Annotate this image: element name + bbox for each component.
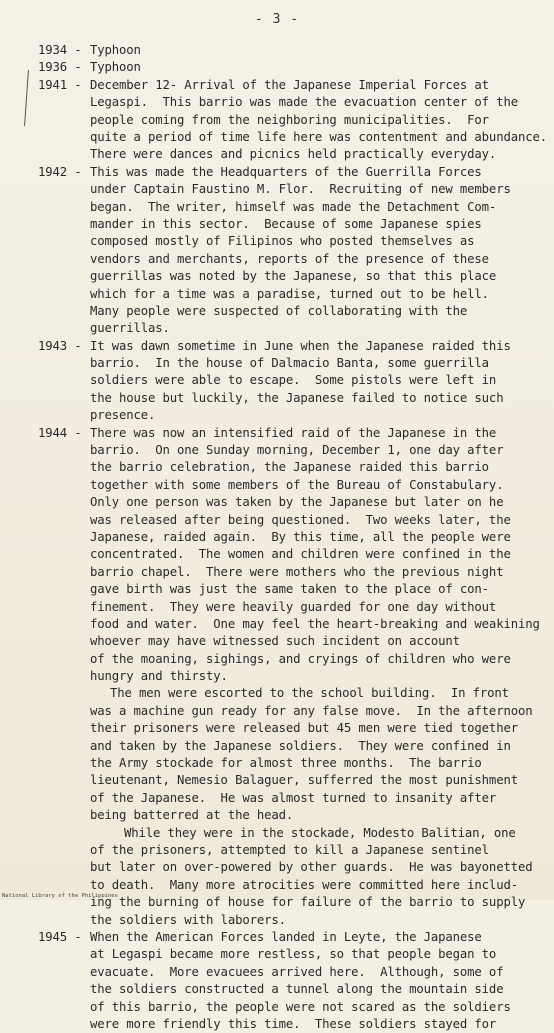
text-line: was a machine gun ready for any false move. In the afternoon (90, 703, 533, 718)
text-line: gave birth was just the same taken to the place of con- (90, 582, 489, 597)
year-entry (38, 685, 538, 824)
text-line: barrio. On one Sunday morning, December 1, one day after (90, 443, 504, 458)
text-line: were more friendly this time. These soldiers stayed for (90, 1016, 497, 1031)
text-line: the barrio celebration, the Japanese raided this barrio (90, 460, 489, 475)
text-line: composed mostly of Filipinos who posted themselves as (90, 234, 475, 249)
year-label: 1945 - (38, 929, 82, 944)
text-line: food and water. One may feel the heart-breaking and weakining (90, 616, 540, 631)
text-line: finement. They were heavily guarded for one day without (90, 599, 497, 614)
text-line: to death. Many more atrocities were committed here includ- (90, 877, 518, 892)
text-line: vendors and merchants, reports of the presence of these (90, 251, 489, 266)
text-line: The men were escorted to the school building. In front (110, 686, 509, 701)
year-label (38, 685, 90, 824)
text-line: It was dawn sometime in June when the Japanese raided this (90, 338, 511, 353)
year-entry (38, 929, 538, 1033)
text-line: When the American Forces landed in Leyte, the Japanese (90, 929, 482, 944)
text-line: which for a time was a paradise, turned out to be hell. (90, 286, 489, 301)
text-line: Legaspi. This barrio was made the evacuation center of the (90, 95, 518, 110)
text-line: Typhoon (90, 43, 141, 57)
text-line: Japanese, raided again. By this time, all the people were (90, 529, 511, 544)
year-entry (38, 425, 538, 686)
text-line: presence. (90, 408, 156, 423)
text-line: their prisoners were released but 45 men were tied together (90, 721, 518, 736)
text-line: of the moaning, sighings, and cryings of children who were (90, 651, 511, 666)
text-line: Many people were suspected of collaborating with the (90, 303, 468, 318)
text-line: whoever may have witnessed such incident on account (90, 634, 460, 649)
text-line: guerrillas was noted by the Japanese, so that this place (90, 269, 497, 284)
text-line: being batterred at the head. (90, 808, 294, 823)
text-line: the soldiers constructed a tunnel along the mountain side (90, 982, 504, 997)
margin-pen-mark (24, 70, 29, 126)
entry-text (90, 77, 547, 164)
text-line: of this barrio, the people were not scared as the soldiers (90, 999, 511, 1014)
text-line: concentrated. The women and children were confined in the (90, 547, 511, 562)
entry-text (90, 929, 538, 1033)
text-line: This was made the Headquarters of the Guerrilla Forces (90, 164, 482, 179)
text-line: people coming from the neighboring municipalities. For (90, 112, 489, 127)
entry-text (90, 42, 538, 59)
text-line: Typhoon (90, 60, 141, 75)
text-line: under Captain Faustino M. Flor. Recruiting of new members (90, 182, 511, 197)
year-label: 1944 - (38, 425, 82, 440)
text-line: of the prisoners, attempted to kill a Japanese sentinel (90, 843, 489, 857)
archive-footer: National Library of the Philippines (2, 893, 118, 899)
year-entry (38, 42, 538, 59)
text-line: There was now an intensified raid of the Japanese in the (90, 425, 497, 440)
text-line: barrio chapel. There were mothers who the previous night (90, 564, 504, 579)
text-line: mander in this sector. Because of some Japanese spies (90, 216, 482, 231)
text-line: soldiers were able to escape. Some pistols were left in (90, 373, 497, 388)
page-number: - 3 - (254, 12, 300, 27)
text-line: There were dances and picnics held practically everyday. (90, 147, 497, 162)
entry-text (90, 425, 540, 686)
text-line: the soldiers with laborers. (90, 912, 286, 927)
text-line: together with some members of the Bureau of Constabulary. (90, 477, 504, 492)
text-line: ing the burning of house for failure of the barrio to supply (90, 895, 526, 910)
year-label: 1943 - (38, 338, 82, 353)
year-label: 1942 - (38, 164, 82, 179)
text-line: was released after being questioned. Two weeks later, the (90, 512, 511, 527)
year-label (38, 825, 90, 929)
entry-text (90, 685, 538, 824)
text-line: barrio. In the house of Dalmacio Banta, some guerrilla (90, 356, 489, 371)
text-line: evacuate. More evacuees arrived here. Although, some of (90, 964, 504, 979)
text-line: and taken by the Japanese soldiers. They were confined in (90, 738, 511, 753)
text-line: at Legaspi became more restless, so that people began to (90, 947, 497, 962)
year-entry (38, 164, 538, 338)
year-label: 1936 - (38, 60, 82, 75)
entry-text (90, 338, 538, 425)
text-line: Only one person was taken by the Japanese but later on he (90, 495, 504, 510)
text-line: guerrillas. (90, 321, 170, 336)
year-label: 1941 - (38, 77, 82, 92)
text-line: quite a period of time life here was contentment and abundance. (90, 129, 547, 144)
entry-text (90, 59, 538, 76)
entry-text (90, 825, 538, 929)
year-entry (38, 338, 538, 425)
text-line: but later on over-powered by other guards. He was bayonetted (90, 860, 533, 875)
year-label: 1934 - (38, 43, 82, 57)
text-line: December 12- Arrival of the Japanese Imperial Forces at (90, 77, 489, 92)
history-entries (38, 42, 547, 1033)
text-line: of the Japanese. He was almost turned to insanity after (90, 790, 497, 805)
year-entry (38, 77, 547, 164)
year-entry (38, 59, 538, 76)
text-line: lieutenant, Nemesio Balaguer, sufferred the most punishment (90, 773, 518, 788)
text-line: the house but luckily, the Japanese failed to notice such (90, 390, 504, 405)
year-entry (38, 825, 538, 929)
text-line: the Army stockade for almost three months. The barrio (90, 756, 482, 771)
text-line: While they were in the stockade, Modesto Balitian, one (124, 825, 516, 840)
entry-text (90, 164, 538, 338)
text-line: hungry and thirsty. (90, 669, 228, 684)
text-line: began. The writer, himself was made the Detachment Com- (90, 199, 497, 214)
